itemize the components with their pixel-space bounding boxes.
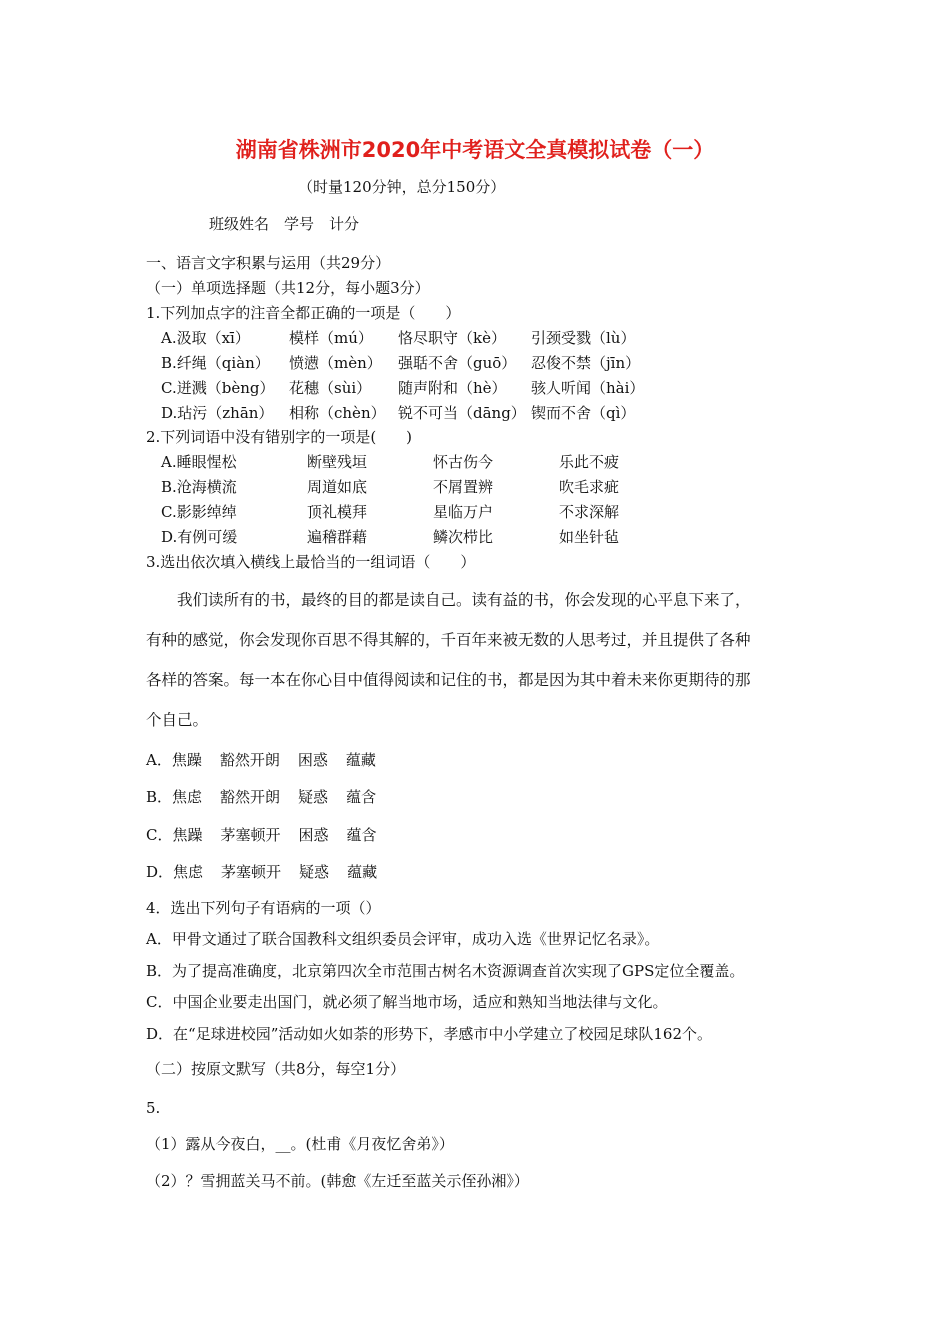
passage-line: 各样的答案。每一本在你心目中值得阅读和记住的书，都是因为其中着未来你更期待的那	[146, 671, 751, 689]
option-cell: 恪尽职守（kè）	[398, 329, 506, 347]
question-3-option-b	[146, 790, 394, 805]
question-5-item: （1）露从今夜白，__。(杜甫《月夜忆舍弟》）	[146, 1135, 454, 1153]
question-3-option-a	[146, 753, 394, 768]
question-2-option-b	[161, 480, 689, 495]
option-cell: 断壁残垣	[307, 453, 368, 471]
option-cell: A.汲取（xī）	[161, 329, 250, 347]
option-cell: 不屑置辨	[433, 478, 494, 496]
option-cell: B.纤绳（qiàn）	[161, 354, 270, 372]
question-3-option-d	[146, 865, 395, 880]
option-cell: D.有例可缓	[161, 528, 238, 546]
part-heading: （一）单项选择题（共12分，每小题3分）	[146, 279, 430, 297]
question-4-option-c: C．中国企业要走出国门，就必须了解当地市场，适应和熟知当地法律与文化。	[146, 993, 668, 1011]
option-cell: C.迸溅（bèng）	[161, 379, 275, 397]
question-3-stem: 3.选出依次填入横线上最恰当的一组词语（ ）	[146, 553, 476, 571]
part-heading: （二）按原文默写（共8分，每空1分）	[146, 1060, 406, 1078]
question-2-option-d	[161, 530, 689, 545]
option-cell: 怀古伤今	[433, 453, 494, 471]
passage-line: 我们读所有的书，最终的目的都是读自己。读有益的书，你会发现的心平息下来了，	[146, 591, 751, 609]
question-3-option-c	[146, 828, 395, 843]
question-1-option-b	[161, 356, 681, 371]
section-heading: 一、语言文字积累与运用（共29分）	[146, 254, 391, 272]
option-cell: 乐此不疲	[559, 453, 620, 471]
option-cell: 忍俊不禁（jīn）	[531, 354, 641, 372]
option-cell: 蕴藏	[345, 751, 376, 769]
option-cell: 困惑	[297, 751, 328, 769]
option-cell: 周道如底	[307, 478, 368, 496]
option-cell: 愤懑（mèn）	[289, 354, 382, 372]
option-cell: A．焦躁	[146, 751, 202, 769]
option-cell: 茅塞顿开	[220, 826, 281, 844]
option-cell: 模样（mú）	[289, 329, 373, 347]
question-4-option-a: A．甲骨文通过了联合国教科文组织委员会评审，成功入选《世界记忆名录》。	[146, 930, 660, 948]
option-cell: 锲而不舍（qì）	[531, 404, 636, 422]
option-cell: B.沧海横流	[161, 478, 237, 496]
passage-line: 个自己。	[146, 711, 209, 729]
option-cell: 顶礼模拜	[307, 503, 368, 521]
option-cell: D．焦虑	[146, 863, 204, 881]
option-cell: 吹毛求疵	[559, 478, 620, 496]
question-4-option-b: B．为了提高准确度，北京第四次全市范围古树名木资源调查首次实现了GPS定位全覆盖。	[146, 962, 745, 980]
option-cell: 困惑	[298, 826, 329, 844]
subtitle: （时量120分钟，总分150分）	[298, 178, 506, 196]
passage-line: 有种的感觉，你会发现你百思不得其解的，千百年来被无数的人思考过，并且提供了各种	[146, 631, 751, 649]
option-cell: 相称（chèn）	[289, 404, 386, 422]
option-cell: 强聒不舍（guō）	[398, 354, 517, 372]
page-title: 湖南省株洲市2020年中考语文全真模拟试卷（一）	[235, 138, 715, 162]
option-cell: B．焦虑	[146, 788, 203, 806]
option-cell: 不求深解	[559, 503, 620, 521]
option-cell: C．焦躁	[146, 826, 203, 844]
question-2-option-c	[161, 505, 689, 520]
option-cell: 鳞次栉比	[433, 528, 494, 546]
option-cell: 茅塞顿开	[221, 863, 282, 881]
question-2-stem: 2.下列词语中没有错别字的一项是( )	[146, 428, 413, 446]
question-1-option-c	[161, 381, 681, 396]
option-cell: 蕴含	[346, 788, 377, 806]
question-4-option-d: D．在“足球进校园”活动如火如荼的形势下，孝感市中小学建立了校园足球队162个。	[146, 1025, 712, 1043]
question-4-stem: 4．选出下列句子有语病的一项（）	[146, 899, 381, 917]
option-cell: C.影影绰绰	[161, 503, 237, 521]
option-cell: 疑惑	[298, 788, 329, 806]
info-line: 班级姓名 学号 计分	[209, 215, 360, 233]
question-1-option-d	[161, 406, 681, 421]
option-cell: 蕴藏	[347, 863, 378, 881]
option-cell: 如坐针毡	[559, 528, 620, 546]
option-cell: 星临万户	[433, 503, 494, 521]
option-cell: 疑惑	[299, 863, 330, 881]
question-1-stem: 1.下列加点字的注音全都正确的一项是（ ）	[146, 304, 461, 322]
option-cell: 遍稽群藉	[307, 528, 368, 546]
option-cell: D.玷污（zhān）	[161, 404, 274, 422]
option-cell: 蕴含	[346, 826, 377, 844]
option-cell: 锐不可当（dāng）	[398, 404, 526, 422]
option-cell: 骇人听闻（hài）	[531, 379, 645, 397]
option-cell: 豁然开朗	[219, 751, 280, 769]
question-5-number: 5.	[146, 1099, 161, 1117]
option-cell: 引颈受戮（lù）	[531, 329, 636, 347]
option-cell: A.睡眼惺松	[161, 453, 237, 471]
option-cell: 花穗（sùi）	[289, 379, 372, 397]
option-cell: 豁然开朗	[220, 788, 281, 806]
question-2-option-a	[161, 455, 689, 470]
question-5-item: （2）？雪拥蓝关马不前。(韩愈《左迁至蓝关示侄孙湘》）	[146, 1172, 529, 1190]
question-1-option-a	[161, 331, 681, 346]
option-cell: 随声附和（hè）	[398, 379, 507, 397]
